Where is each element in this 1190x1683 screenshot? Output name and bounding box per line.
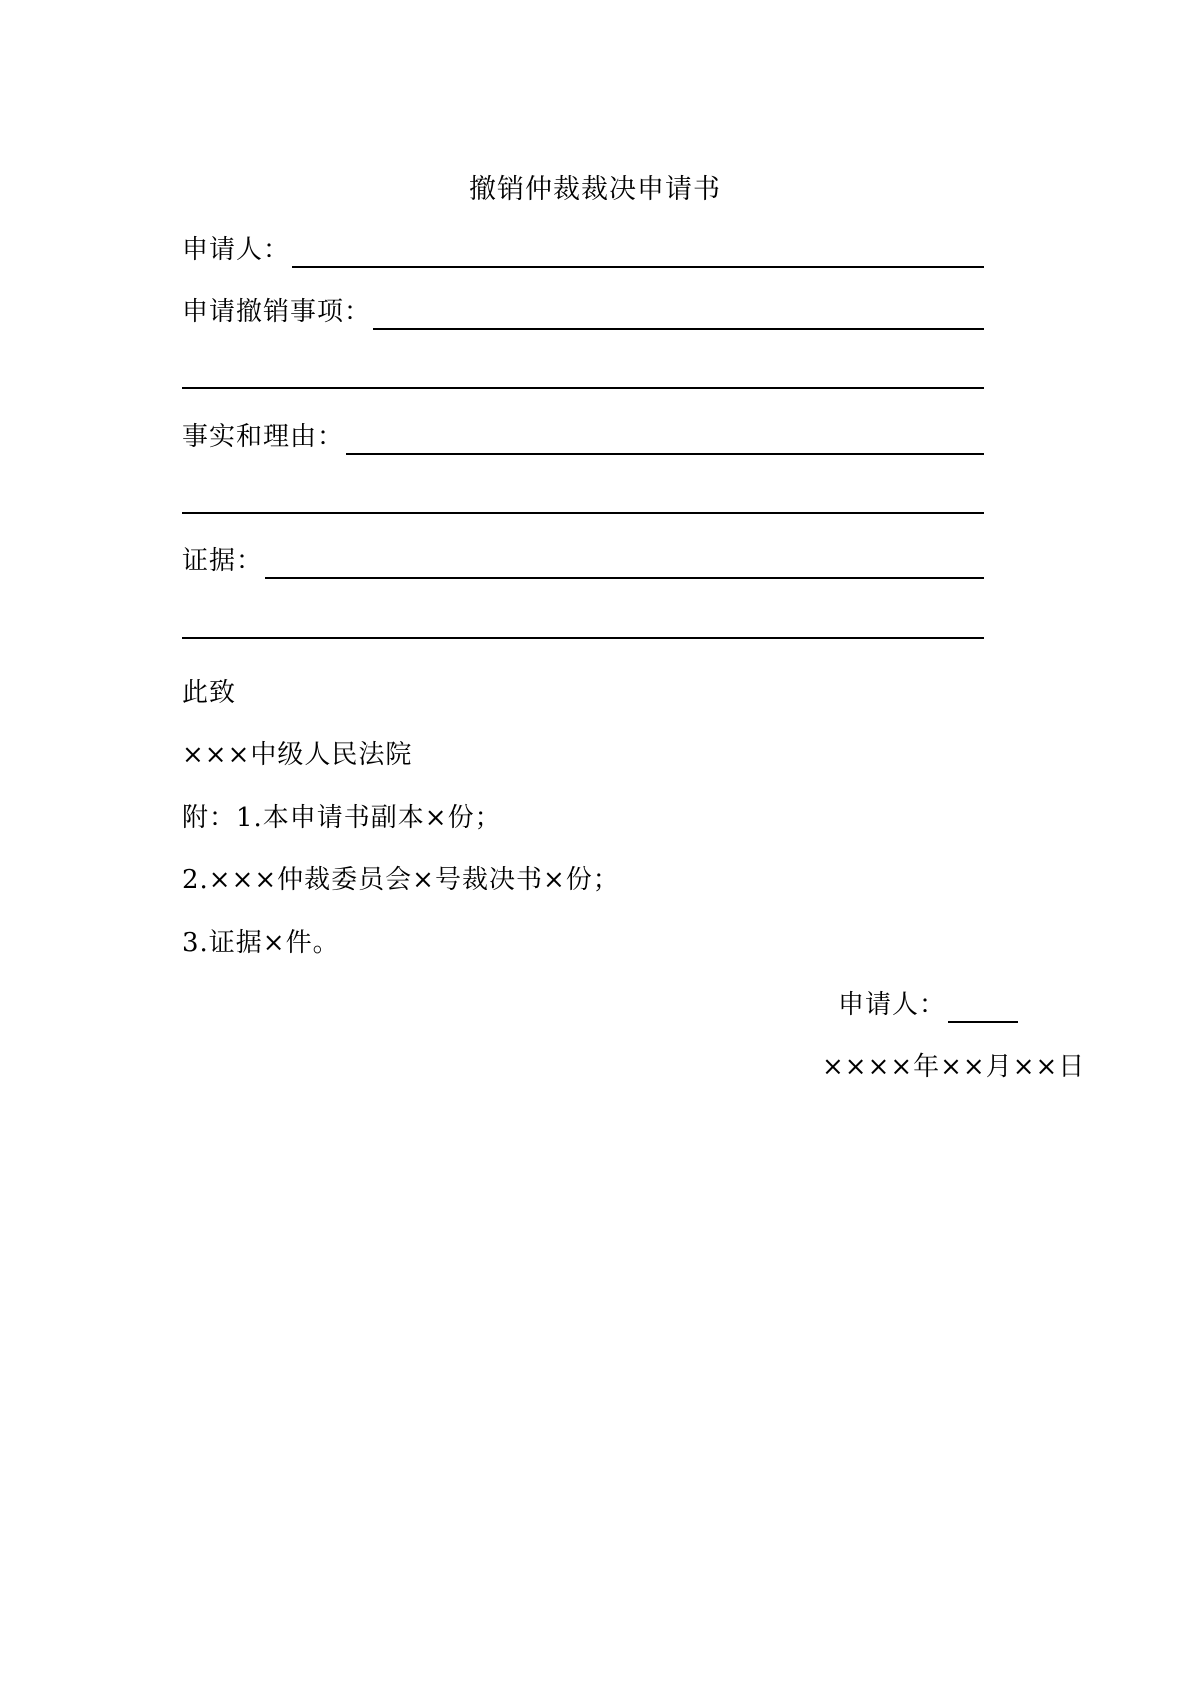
applicant-blank-line[interactable]: [292, 236, 984, 268]
evidence-row: [182, 543, 984, 579]
revoke-items-blank-line[interactable]: [373, 298, 984, 330]
signature-date: ××××年××月××日: [822, 1052, 1086, 1082]
evidence-label: 证据：: [182, 546, 264, 576]
revoke-items-row: [182, 294, 984, 330]
attachment-item-1: 附：1.本申请书副本×份；: [182, 803, 502, 833]
facts-blank-line-2[interactable]: [182, 512, 984, 514]
facts-row: [182, 419, 984, 455]
revoke-items-label: 申请撤销事项：: [182, 297, 372, 327]
court-name: ×××中级人民法院: [182, 740, 413, 770]
signature-row: [838, 987, 1018, 1023]
document-title: 撤销仲裁裁决申请书: [469, 174, 721, 205]
attachment-item-3: 3.证据×件。: [182, 928, 340, 958]
evidence-blank-line[interactable]: [265, 547, 984, 579]
revoke-items-blank-line-2[interactable]: [182, 387, 984, 389]
attachment-item-2: 2.×××仲裁委员会×号裁决书×份；: [182, 865, 620, 895]
applicant-row: [182, 232, 984, 268]
closing-salutation: 此致: [182, 678, 237, 708]
signature-applicant-label: 申请人：: [838, 990, 947, 1020]
applicant-label: 申请人：: [182, 235, 291, 265]
facts-label: 事实和理由：: [182, 422, 345, 452]
signature-blank-line[interactable]: [948, 991, 1018, 1023]
facts-blank-line[interactable]: [346, 423, 984, 455]
evidence-blank-line-2[interactable]: [182, 637, 984, 639]
